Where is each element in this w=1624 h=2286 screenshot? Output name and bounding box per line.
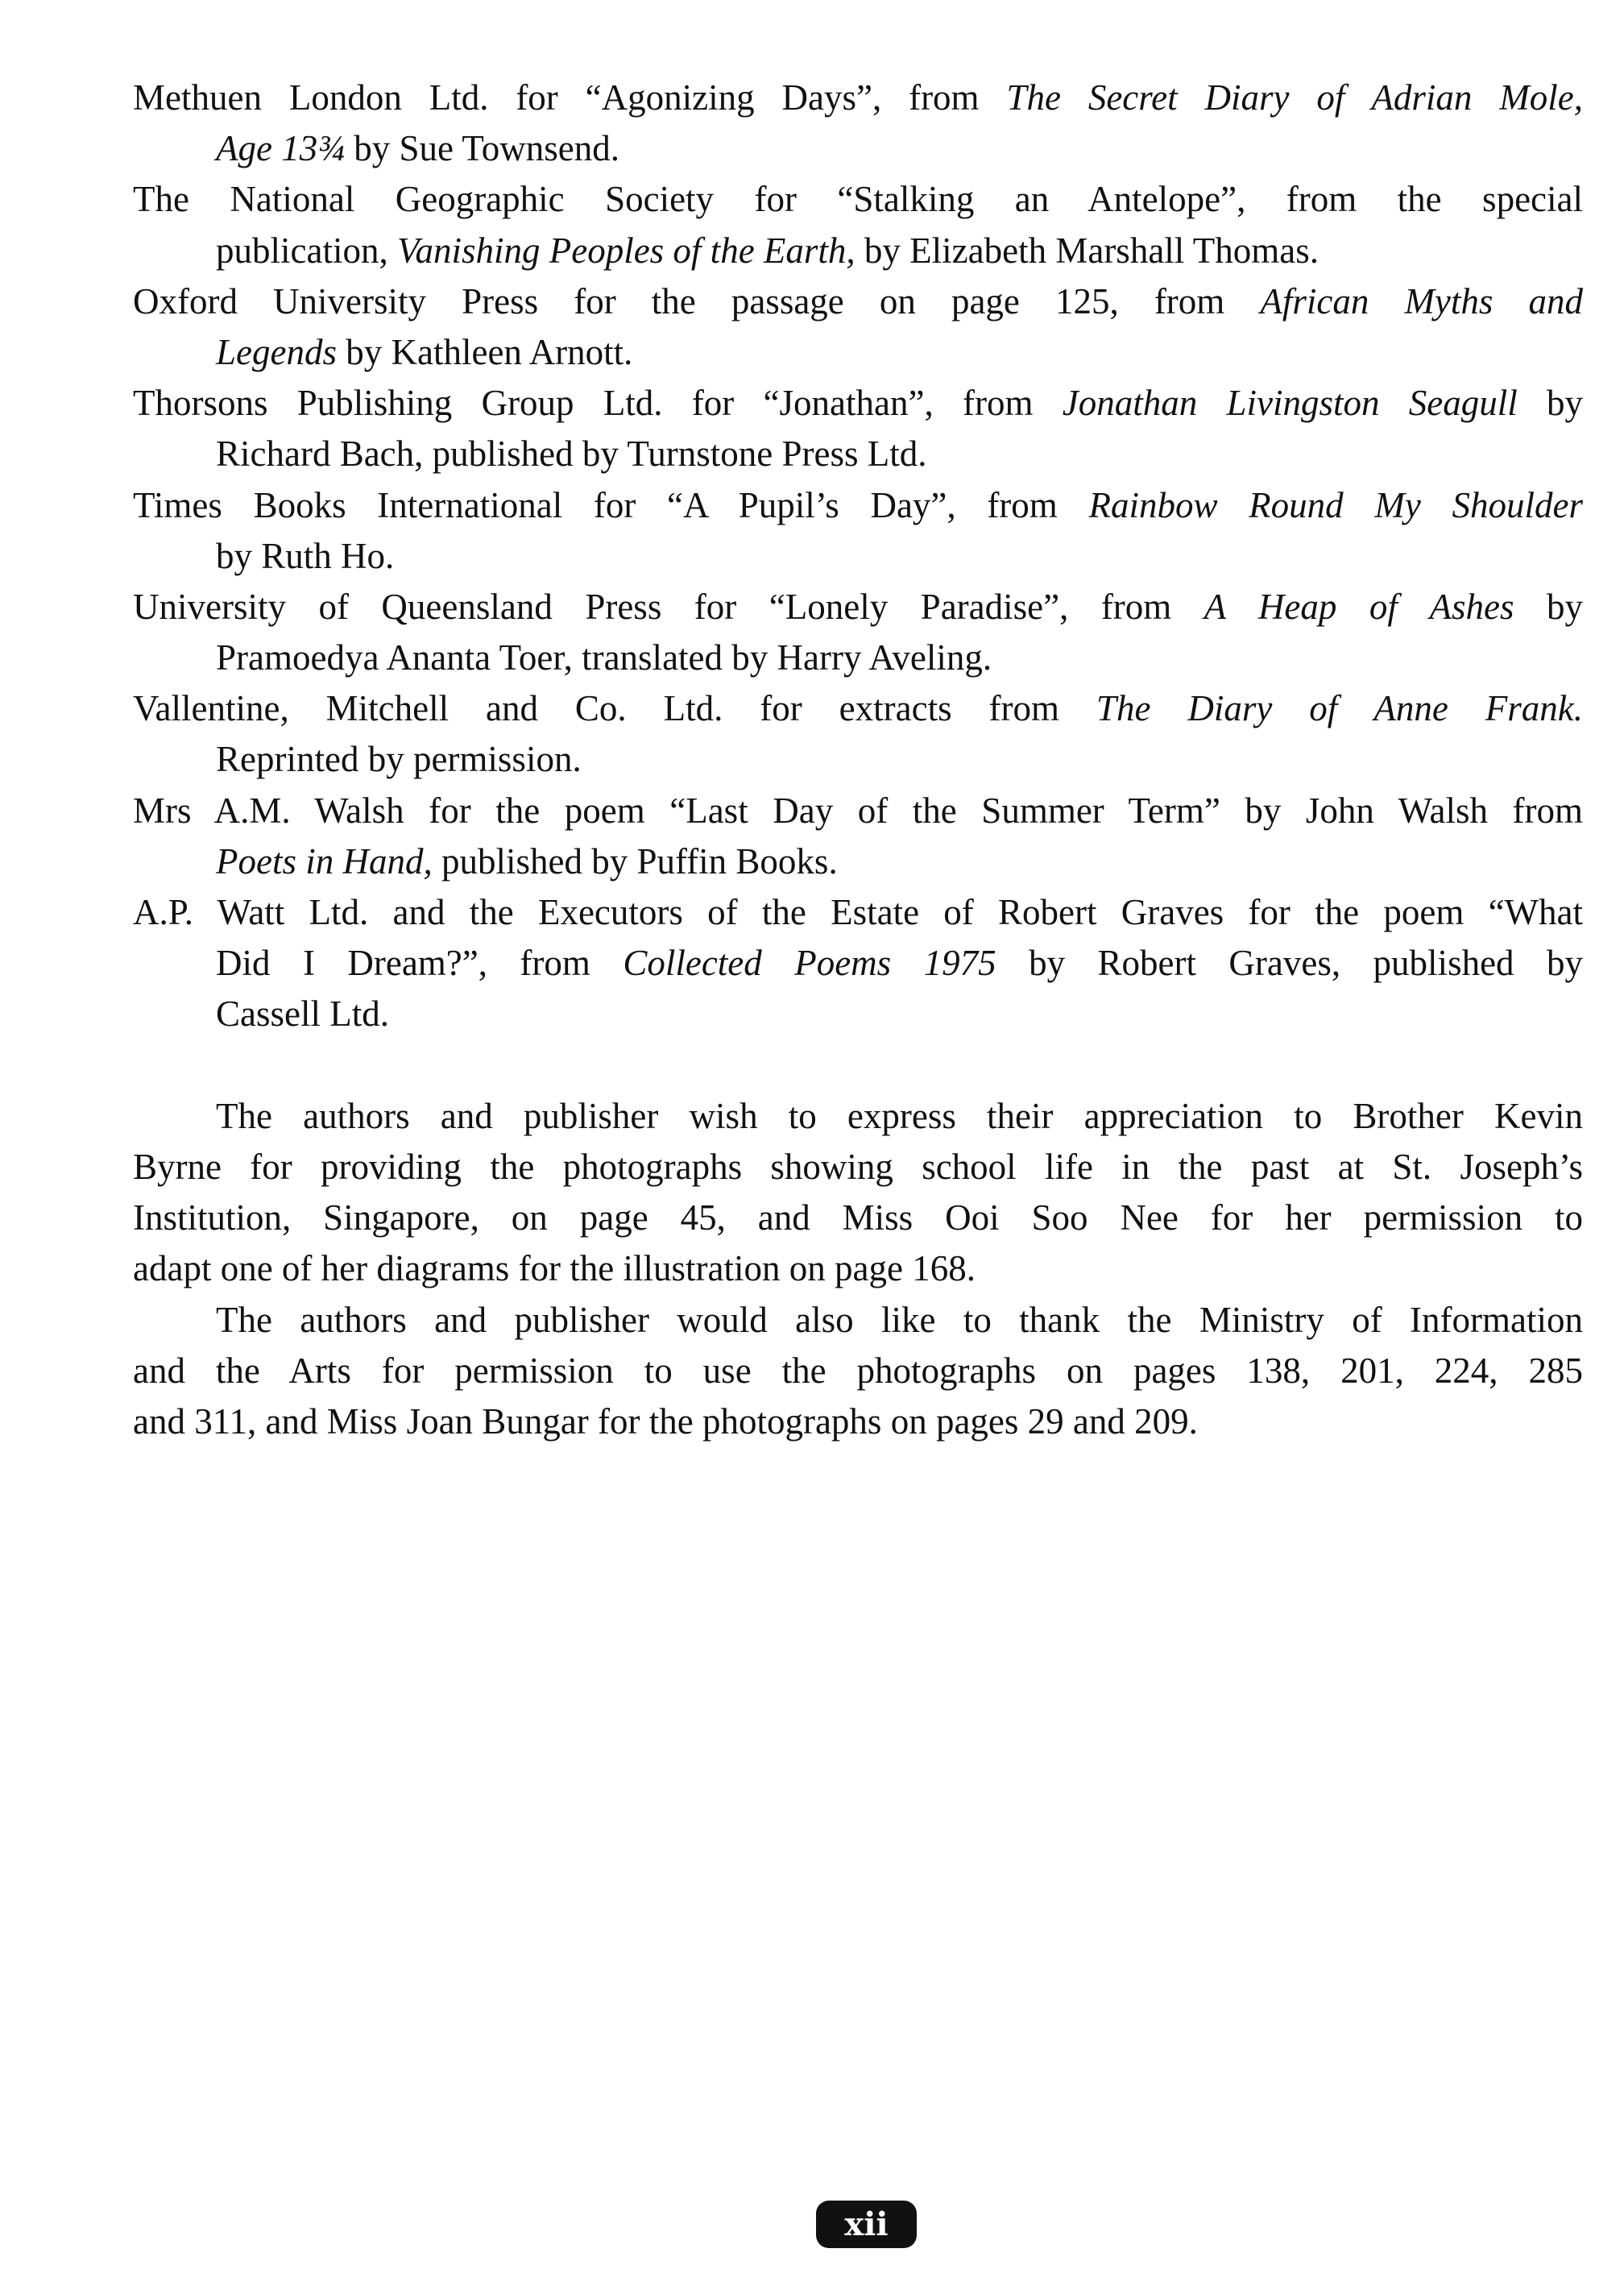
work-title: African Myths and xyxy=(1260,280,1583,322)
page-number-badge: xii xyxy=(816,2201,917,2248)
entry-text: Vallentine, Mitchell and Co. Ltd. for extracts from xyxy=(133,688,1096,729)
section-gap xyxy=(133,1040,1583,1091)
entry-text: The National Geographic Society for “Stalking an Antelope”, from the special xyxy=(133,179,1583,220)
entry-text: Richard Bach, published by Turnstone Press Ltd. xyxy=(216,434,927,475)
entry-line xyxy=(133,887,1583,938)
acknowledgements-list xyxy=(133,73,1583,1040)
paragraph-line: The authors and publisher would also like to thank the Ministry of Information xyxy=(216,1299,1583,1340)
acknowledgement-entry xyxy=(133,786,1583,887)
work-title: Vanishing Peoples of the Earth, xyxy=(396,230,856,271)
entry-line xyxy=(133,480,1583,531)
entry-text: Times Books International for “A Pupil’s Day”, from xyxy=(133,484,1089,525)
appreciation-paragraphs xyxy=(133,1091,1583,1447)
entry-line xyxy=(133,683,1583,734)
entry-text: Cassell Ltd. xyxy=(216,994,389,1035)
work-title: Collected Poems 1975 xyxy=(623,943,996,984)
acknowledgement-entry xyxy=(133,582,1583,683)
acknowledgement-entry xyxy=(133,174,1583,276)
entry-text: Mrs A.M. Walsh for the poem “Last Day of the Summer Term” by John Walsh from xyxy=(133,790,1583,831)
paragraph xyxy=(133,1091,1583,1295)
work-title: Rainbow Round My Shoulder xyxy=(1088,484,1583,525)
work-title: A Heap of Ashes xyxy=(1204,586,1514,627)
entry-text: Methuen London Ltd. for “Agonizing Days”, from xyxy=(133,77,1007,118)
entry-text: Pramoedya Ananta Toer, translated by Harry Aveling. xyxy=(216,637,992,678)
entry-line xyxy=(133,327,1583,378)
entry-line xyxy=(133,786,1583,836)
entry-text: A.P. Watt Ltd. and the Executors of the Estate of Robert Graves for the poem “What xyxy=(133,892,1583,932)
work-title: Jonathan Livingston Seagull xyxy=(1062,383,1518,424)
entry-text: Oxford University Press for the passage on page 125, from xyxy=(133,280,1261,322)
entry-text: Reprinted by permission. xyxy=(216,739,582,780)
entry-text: publication, xyxy=(216,230,397,271)
entry-line xyxy=(133,633,1583,683)
entry-text: by Ruth Ho. xyxy=(216,535,395,576)
entry-line xyxy=(133,226,1583,276)
paragraph xyxy=(133,1295,1583,1448)
acknowledgement-entry xyxy=(133,73,1583,174)
entry-text: Thorsons Publishing Group Ltd. for “Jonathan”, from xyxy=(133,383,1063,424)
entry-text: by Kathleen Arnott. xyxy=(337,331,633,372)
paragraph-line: adapt one of her diagrams for the illustration on page 168. xyxy=(133,1248,976,1289)
entry-text: by Sue Townsend. xyxy=(344,128,619,169)
work-title: Age 13¾ xyxy=(216,128,345,169)
entry-line xyxy=(133,123,1583,174)
entry-line xyxy=(133,378,1583,429)
entry-line xyxy=(133,276,1583,327)
acknowledgement-entry xyxy=(133,683,1583,785)
work-title: Poets in Hand, xyxy=(216,840,433,882)
page-body xyxy=(133,73,1583,1447)
entry-line xyxy=(133,582,1583,633)
entry-line xyxy=(133,836,1583,887)
entry-line xyxy=(133,989,1583,1039)
entry-text: by xyxy=(1514,586,1583,627)
paragraph-line: The authors and publisher wish to express their appreciation to Brother Kevin xyxy=(216,1095,1583,1136)
paragraph-line: Byrne for providing the photographs showing school life in the past at St. Joseph’s xyxy=(133,1146,1583,1187)
entry-text: University of Queensland Press for “Lonely Paradise”, from xyxy=(133,586,1204,627)
entry-line xyxy=(133,73,1583,123)
acknowledgement-entry xyxy=(133,276,1583,378)
entry-text: Did I Dream?”, from xyxy=(216,943,624,984)
paragraph-line: Institution, Singapore, on page 45, and Miss Ooi Soo Nee for her permission to xyxy=(133,1197,1583,1238)
entry-line xyxy=(133,174,1583,225)
paragraph-line: and the Arts for permission to use the photographs on pages 138, 201, 224, 285 xyxy=(133,1350,1583,1391)
work-title: Legends xyxy=(216,331,337,372)
entry-text: by xyxy=(1517,383,1583,424)
acknowledgement-entry xyxy=(133,378,1583,479)
entry-text: published by Puffin Books. xyxy=(432,840,838,882)
entry-line xyxy=(133,429,1583,479)
acknowledgement-entry xyxy=(133,480,1583,582)
entry-line xyxy=(133,938,1583,989)
work-title: The Secret Diary of Adrian Mole, xyxy=(1006,77,1583,118)
entry-text: by Robert Graves, published by xyxy=(996,943,1583,984)
entry-line xyxy=(133,734,1583,785)
entry-line xyxy=(133,531,1583,582)
acknowledgement-entry xyxy=(133,887,1583,1040)
paragraph-line: and 311, and Miss Joan Bungar for the photographs on pages 29 and 209. xyxy=(133,1400,1198,1442)
work-title: The Diary of Anne Frank. xyxy=(1096,688,1583,729)
entry-text: by Elizabeth Marshall Thomas. xyxy=(855,230,1319,271)
